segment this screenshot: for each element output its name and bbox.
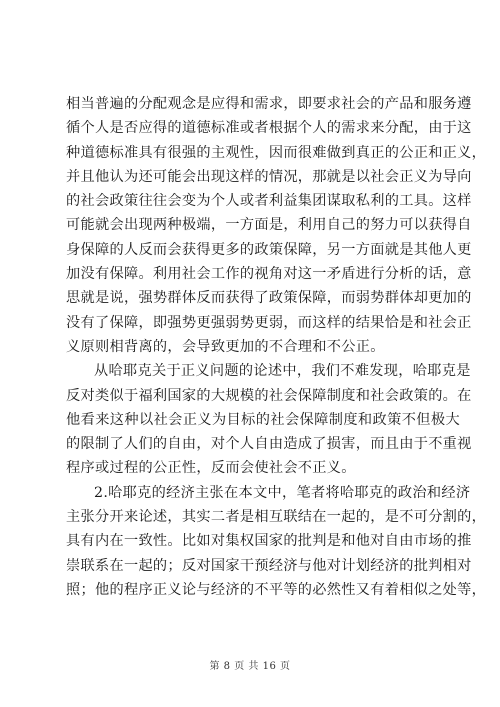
page-number-footer: 第 8 页 共 16 页 — [209, 661, 291, 672]
paragraph-2 — [66, 359, 472, 480]
text-line: 2.哈耶克的经济主张在本文中，笔者将哈耶克的政治和经济 — [94, 484, 471, 501]
text-line: 具有内在一致性。比如对集权国家的批判是和他对自由市场的推 — [66, 533, 472, 550]
text-line: 并且他认为还可能会出现这样的情况，那就是以社会正义为导向 — [66, 168, 472, 185]
paragraph-1 — [66, 92, 487, 359]
text-line: 身保障的人反而会获得更多的政策保障，另一方面就是其他人更 — [66, 241, 472, 258]
text-line: 从哈耶克关于正义问题的论述中，我们不难发现，哈耶克是 — [94, 363, 471, 380]
text-line: 相当普遍的分配观念是应得和需求，即要求社会的产品和服务遵 — [66, 96, 472, 112]
text-line: 加没有保障。利用社会工作的视角对这一矛盾进行分析的话，意 — [66, 266, 472, 283]
text-line: 义原则相背离的，会导致更加的不合理和不公正。 — [66, 338, 385, 355]
document-body — [66, 92, 487, 602]
text-line: 主张分开来论述，其实二者是相互联结在一起的，是不可分割的， — [66, 509, 487, 526]
text-line: 反对类似于福利国家的大规模的社会保障制度和社会政策的。在 — [66, 387, 472, 404]
text-line: 崇联系在一起的；反对国家干预经济与他对计划经济的批判相对 — [66, 557, 472, 574]
text-line: 循个人是否应得的道德标准或者根据个人的需求来分配，由于这 — [66, 120, 472, 137]
text-line: 思就是说，强势群体反而获得了政策保障，而弱势群体却更加的 — [66, 290, 472, 307]
text-line: 程序或过程的公正性，反而会使社会不正义。 — [66, 460, 356, 477]
text-line: 他看来这种以社会正义为目标的社会保障制度和政策不但极大 — [66, 411, 460, 428]
text-line: 没有了保障，即强势更强弱势更弱，而这样的结果恰是和社会正 — [66, 314, 472, 331]
text-line: 可能就会出现两种极端，一方面是，利用自己的努力可以获得自 — [66, 217, 472, 234]
text-line: 的限制了人们的自由，对个人自由造成了损害，而且由于不重视 — [66, 436, 472, 453]
paragraph-3 — [66, 481, 487, 602]
text-line: 的社会政策往往会变为个人或者利益集团谋取私利的工具。这样 — [66, 193, 472, 210]
text-line: 种道德标准具有很强的主观性，因而很难做到真正的公正和正义， — [66, 144, 487, 161]
text-line: 照；他的程序正义论与经济的不平等的必然性又有着相似之处等， — [66, 581, 487, 598]
